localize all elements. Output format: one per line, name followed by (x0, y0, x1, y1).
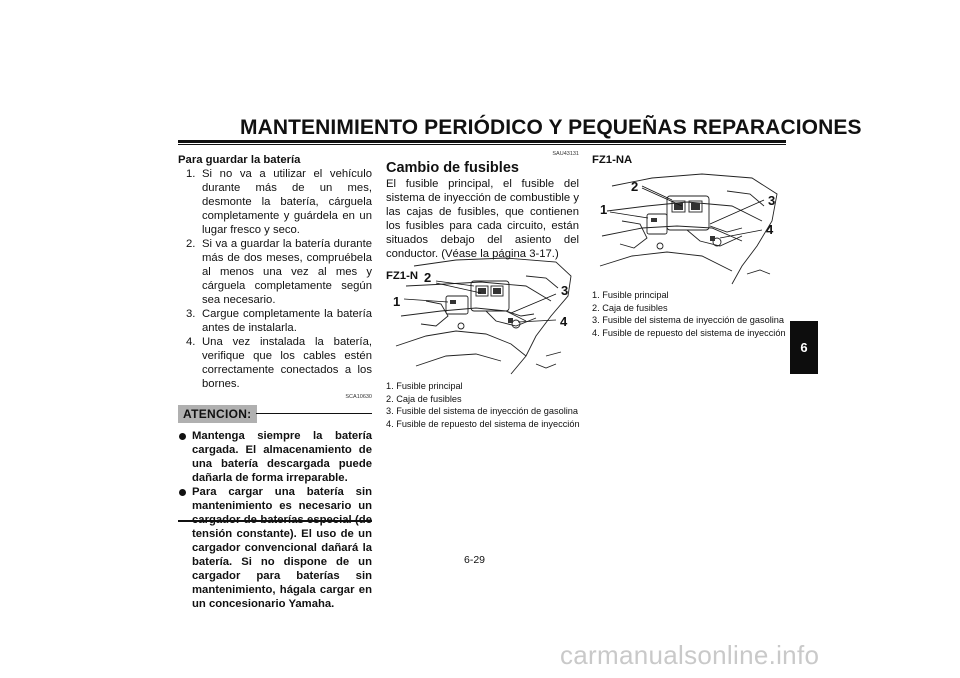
callout-4: 4 (560, 314, 568, 329)
header-rule-thin (178, 144, 786, 145)
list-item: 1. Si no va a utilizar el vehículo durante más de un mes, desmonte la batería, cárguela completamente y guárdela en un lugar fresco y seco. (186, 168, 372, 236)
reference-code: SAU43131 (552, 151, 579, 157)
page-title: MANTENIMIENTO PERIÓDICO Y PEQUEÑAS REPARACIONES (240, 116, 862, 139)
callout-3: 3 (768, 193, 776, 208)
model-label: FZ1-NA (592, 154, 633, 166)
fz1n-captions (386, 380, 586, 430)
list-item: 2. Caja de fusibles (386, 393, 462, 404)
fuse-paragraph: El fusible principal, el fusible del sistema de inyección de combustible y las cajas de fusibles, que contienen los fusibles para cada circuito, están situados debajo del asiento del conductor. (Véase la página 3-17.) (386, 178, 579, 260)
list-item: 4. Una vez instalada la batería, verifique que los cables estén correctamente conectados a los bornes. (186, 336, 372, 390)
fuse-diagram-fz1na (592, 166, 784, 286)
callout-1: 1 (600, 202, 608, 217)
section-title: Cambio de fusibles (386, 160, 519, 176)
list-item: Para cargar una batería sin mantenimiento es necesario un tensión constante). El uso de un cargador convencional dañará la batería. Si no dispone de un cargador para baterías sin mantenimiento, hágala cargar en un concesionario Yamaha. (178, 485, 372, 611)
list-item: 3. Fusible del sistema de inyección de gasolina (592, 315, 785, 326)
model-label: FZ1-N (386, 270, 419, 282)
callout-3: 3 (561, 283, 569, 298)
list-item: 4. Fusible de repuesto del sistema de inyección (386, 418, 580, 429)
callout-1: 1 (393, 294, 401, 309)
callout-4: 4 (766, 222, 774, 237)
motorcycle-illustration (386, 256, 579, 378)
header-rule (178, 140, 786, 143)
fz1na-captions (592, 289, 792, 339)
attention-end-rule (178, 520, 372, 522)
fuse-diagram-fz1n (386, 256, 579, 378)
bullet-icon (179, 489, 186, 496)
page-number: 6-29 (464, 554, 486, 566)
list-item: 4. Fusible de repuesto del sistema de inyección (592, 327, 786, 338)
battery-storage-steps (178, 167, 372, 391)
chapter-tab: 6 (790, 321, 818, 374)
attention-label: ATENCION: (178, 405, 257, 423)
callout-2: 2 (424, 270, 432, 285)
attention-rule (256, 413, 372, 414)
list-item: 3. Fusible del sistema de inyección de gasolina (386, 406, 579, 417)
battery-storage-heading: Para guardar la batería (178, 154, 301, 166)
attention-header (178, 405, 372, 423)
list-item: 1. Fusible principal (592, 290, 669, 300)
callout-2: 2 (631, 179, 639, 194)
list-item: 1. Fusible principal (386, 381, 463, 391)
list-item: Mantenga siempre la batería cargada. El almacenamiento de una batería descargada puede dañarla de forma irreparable. (178, 429, 372, 485)
reference-code: SCA10630 (345, 394, 372, 400)
battery-storage-column (178, 153, 372, 611)
watermark: carmanualsonline.info (560, 640, 820, 670)
list-item: 2. Caja de fusibles (592, 302, 668, 313)
motorcycle-illustration (592, 166, 784, 286)
fz1na-column (592, 153, 784, 167)
list-item: 2. Si va a guardar la batería durante más de dos meses, compruébela al menos una vez al mes y cárguela completamente según sea necesario. (186, 238, 372, 306)
bullet-icon (179, 433, 186, 440)
list-item: 3. Cargue completamente la batería antes de instalarla. (186, 308, 372, 334)
